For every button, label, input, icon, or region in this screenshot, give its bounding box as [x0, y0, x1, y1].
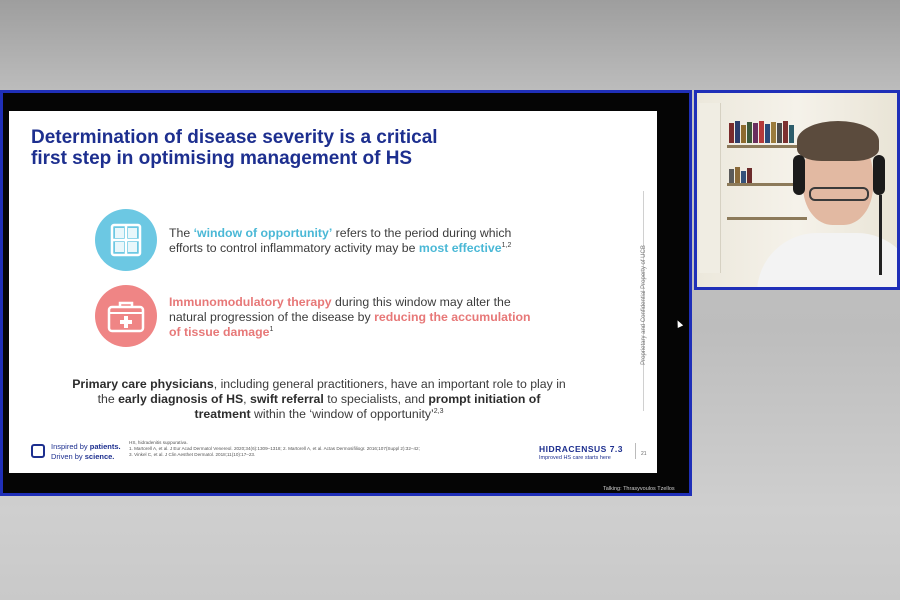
headset-icon	[873, 155, 885, 195]
brand-tagline: Improved HS care starts here	[539, 455, 611, 461]
reference-line: 3. Vinkel C, et al. J Clin Aesthet Dermatol. 2018;11(10):17–23.	[129, 452, 256, 457]
logo-tagline-1	[51, 442, 121, 451]
hidracensus-brand	[539, 444, 639, 461]
citation-superscript: 1	[269, 325, 274, 333]
text: The	[169, 226, 194, 240]
slide-title	[31, 127, 491, 169]
ucb-logo	[31, 442, 141, 464]
slide-title-line-1: Determination of disease severity is a critical	[31, 127, 438, 148]
first-aid-kit-icon	[95, 285, 157, 347]
presentation-slide	[9, 111, 657, 473]
headset-icon	[793, 155, 805, 195]
logo-tagline-2	[51, 452, 114, 461]
webcam-person	[797, 121, 879, 161]
webcam-background	[699, 103, 721, 273]
reference-line: HS, hidradenitis suppurativa.	[129, 440, 188, 445]
text: within the ‘window of opportunity’	[250, 407, 434, 421]
text: refers to the period during which efforts to control inflammatory activity may be	[169, 226, 512, 255]
confidentiality-text: Proprietary and Confidential Property of UCB	[641, 245, 647, 365]
divider	[635, 443, 636, 459]
references	[129, 440, 489, 458]
background-top-band	[0, 0, 900, 90]
text: to specialists, and	[323, 392, 429, 406]
webcam-person	[879, 195, 882, 275]
slide-page-number: 21	[641, 451, 647, 457]
screen-share-window[interactable]	[0, 90, 692, 496]
talking-indicator: Talking: Thrasyvoulos Tzellos	[603, 486, 675, 492]
ucb-logo-icon	[31, 444, 45, 458]
webcam-background	[729, 163, 799, 185]
point-primary-care-physicians	[69, 377, 569, 422]
bold-text: early diagnosis of HS	[118, 392, 244, 406]
citation-superscript: 2,3	[433, 407, 444, 415]
webcam-video-tile[interactable]	[694, 90, 900, 290]
citation-superscript: 1,2	[501, 241, 512, 249]
text: science.	[84, 452, 115, 461]
window-icon	[95, 209, 157, 271]
text: patients.	[89, 442, 121, 451]
brand-name: HIDRACENSUS 7.3	[539, 444, 624, 454]
webcam-background	[729, 121, 799, 143]
webcam-background	[727, 145, 807, 148]
reference-line: 1. Martorell A, et al. J Eur Acad Dermatol Venereol. 2020;34(6):1309–1318; 2. Martorell A, et al. Actas Dermosifiliogr. 2016;107(Suppl 2):32–42;	[129, 446, 420, 451]
text: , including general practitioners, have an important role to play in the	[97, 377, 566, 406]
highlight-immunomodulatory-therapy: Immunomodulatory therapy	[169, 295, 332, 309]
highlight-window-of-opportunity: ‘window of opportunity’	[193, 226, 333, 240]
bold-text: Primary care physicians	[72, 377, 214, 391]
bold-text: swift referral	[250, 392, 324, 406]
highlight-reducing-tissue-damage: reducing the accumulation of tissue damage	[169, 310, 531, 339]
text: during this window may alter the natural progression of the disease by	[169, 295, 511, 324]
text: Inspired by	[51, 442, 90, 451]
bold-text: prompt initiation of treatment	[194, 392, 541, 421]
highlight-most-effective: most effective	[418, 241, 502, 255]
point-window-of-opportunity	[169, 226, 539, 256]
text: Driven by	[51, 452, 85, 461]
text: ,	[243, 392, 250, 406]
confidentiality-note	[637, 207, 651, 407]
point-immunomodulatory-therapy	[169, 295, 539, 340]
webcam-person	[809, 187, 869, 201]
webcam-background	[727, 217, 807, 220]
slide-title-line-2: first step in optimising management of HS	[31, 148, 413, 169]
